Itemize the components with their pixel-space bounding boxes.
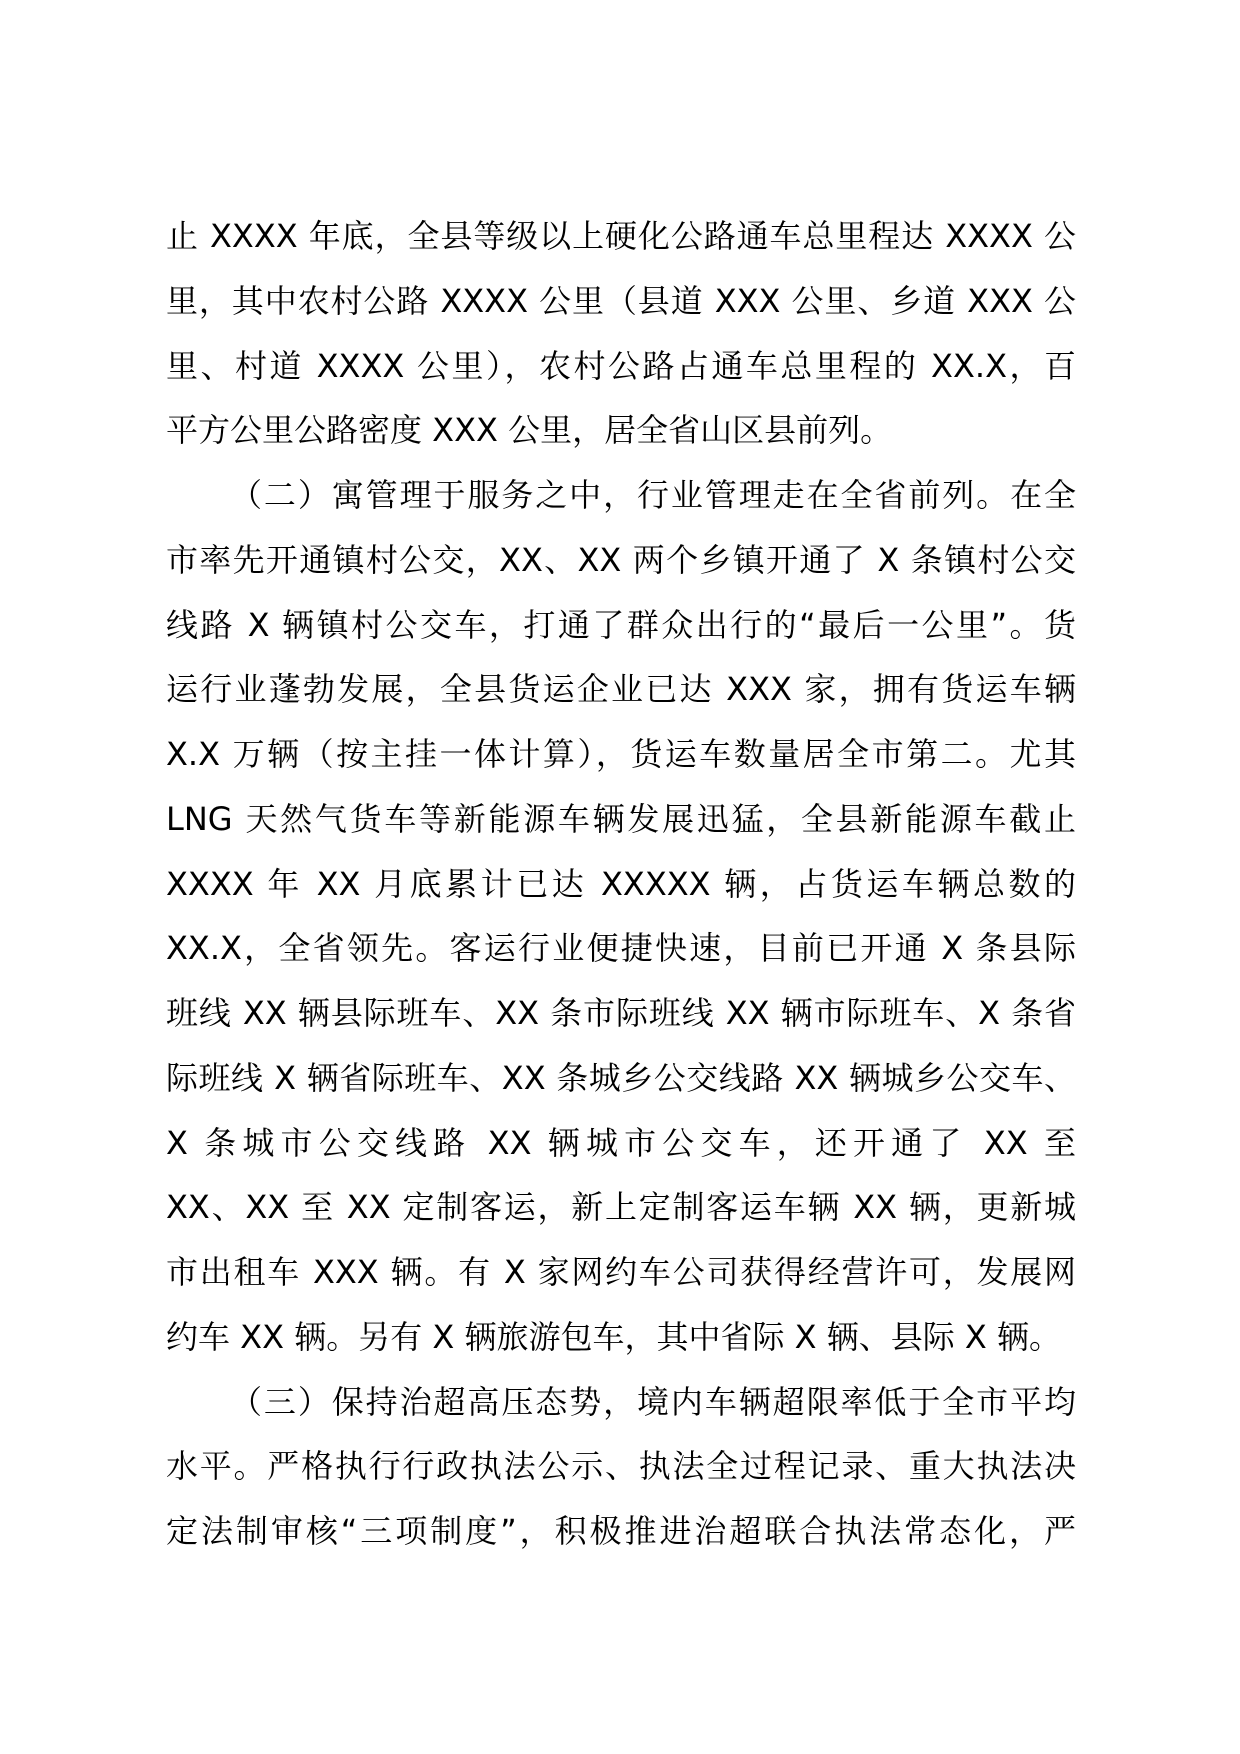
- text-line: 平方公里公路密度 XXX 公里，居全省山区县前列。: [166, 411, 893, 450]
- text-line: 水平。严格执行行政执法公示、执法全过程记录、重大执法决: [166, 1447, 1076, 1486]
- text-line: 市出租车 XXX 辆。有 X 家网约车公司获得经营许可，发展网: [166, 1253, 1076, 1291]
- paragraph-1: [166, 204, 1076, 463]
- text-line: XX.X，全省领先。客运行业便捷快速，目前已开通 X 条县际: [166, 929, 1076, 968]
- text-line: XX、XX 至 XX 定制客运，新上定制客运车辆 XX 辆，更新城: [166, 1188, 1076, 1227]
- body-text: [166, 204, 1076, 1564]
- text-line: 里，其中农村公路 XXXX 公里（县道 XXX 公里、乡道 XXX 公: [166, 281, 1076, 320]
- text-line: 线路 X 辆镇村公交车，打通了群众出行的“最后一公里”。货: [166, 605, 1076, 644]
- text-line: 止 XXXX 年底，全县等级以上硬化公路通车总里程达 XXXX 公: [166, 217, 1076, 255]
- text-line: 定法制审核“三项制度”，积极推进治超联合执法常态化，严: [166, 1512, 1076, 1550]
- text-line: X 条城市公交线路 XX 辆城市公交车，还开通了 XX 至: [166, 1123, 1076, 1162]
- text-line: 运行业蓬勃发展，全县货运企业已达 XXX 家，拥有货运车辆: [166, 670, 1076, 709]
- paragraph-3: [166, 1370, 1076, 1564]
- text-line: （二）寓管理于服务之中，行业管理走在全省前列。在全: [230, 476, 1076, 514]
- text-line: 市率先开通镇村公交，XX、XX 两个乡镇开通了 X 条镇村公交: [166, 540, 1076, 579]
- text-line: 里、村道 XXXX 公里），农村公路占通车总里程的 XX.X，百: [166, 346, 1076, 385]
- text-line: （三）保持治超高压态势，境内车辆超限率低于全市平均: [230, 1382, 1076, 1421]
- text-line: X.X 万辆（按主挂一体计算），货运车数量居全市第二。尤其: [166, 735, 1076, 773]
- text-line: XXXX 年 XX 月底累计已达 XXXXX 辆，占货运车辆总数的: [166, 864, 1076, 903]
- text-line: 约车 XX 辆。另有 X 辆旅游包车，其中省际 X 辆、县际 X 辆。: [166, 1317, 1061, 1356]
- text-line: 际班线 X 辆省际班车、XX 条城乡公交线路 XX 辆城乡公交车、: [166, 1058, 1076, 1097]
- text-line: 班线 XX 辆县际班车、XX 条市际班线 XX 辆市际班车、X 条省: [166, 994, 1076, 1032]
- text-line: LNG 天然气货车等新能源车辆发展迅猛，全县新能源车截止: [166, 799, 1076, 838]
- paragraph-2: [166, 463, 1076, 1370]
